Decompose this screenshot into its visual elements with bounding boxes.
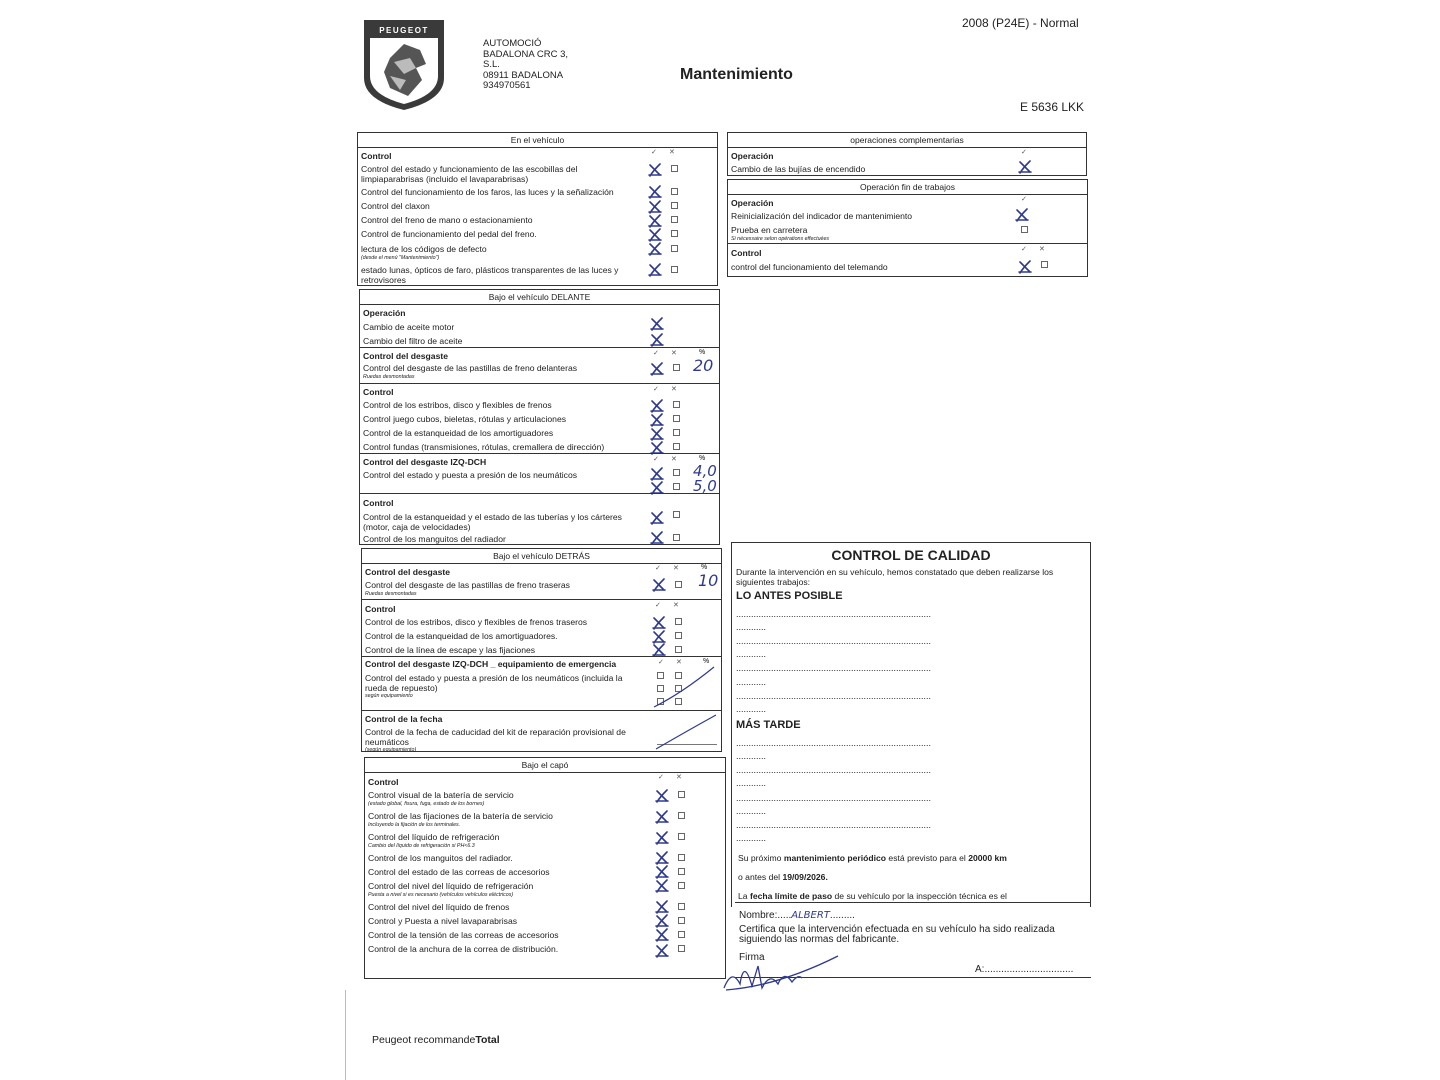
certification-text: Certifica que la intervención efectuada en su vehículo ha sido realizada siguiendo las normas del fabricante.: [739, 924, 1055, 945]
ok-symbol: ✓: [651, 149, 657, 156]
group-label: Control: [731, 248, 762, 258]
list-item: Control del estado y funcionamiento de las escobillas del limpiaparabrisas (incluido el lavaparabrisas): [361, 164, 578, 184]
checkbox: [678, 812, 685, 819]
group-label: Control del desgaste IZQ-DCH: [363, 457, 487, 467]
checkbox: [678, 945, 685, 952]
handwritten-percent: 5,0: [693, 477, 717, 495]
list-item: Control fundas (transmisiones, rótulas, cremallera de dirección): [363, 442, 605, 452]
list-item: Control de los estribos, disco y flexibles de frenos: [363, 400, 552, 410]
percent-symbol: %: [699, 455, 706, 462]
ok-symbol: ✓: [653, 456, 659, 463]
list-item: control del funcionamiento del telemando: [731, 262, 888, 272]
list-item: Control del desgaste de las pastillas de freno traseras Ruedas desmontadas: [365, 580, 570, 597]
section-title: Operación fin de trabajos: [728, 180, 1087, 195]
pen-x-mark: [648, 185, 662, 199]
pen-strike-line: [652, 663, 718, 709]
ok-symbol: ✓: [653, 386, 659, 393]
pen-x-mark: [652, 578, 666, 592]
section-detras: [361, 548, 722, 752]
section-fin-trabajos: [727, 179, 1088, 277]
list-item: Control y Puesta a nivel lavaparabrisas: [368, 916, 518, 926]
dealer-line: S.L.: [483, 59, 500, 70]
ko-symbol: ✕: [676, 659, 682, 666]
group-label: Control del desgaste: [363, 351, 448, 361]
pen-x-mark: [650, 317, 664, 331]
group-label: Control: [368, 777, 399, 787]
checkbox: [673, 443, 680, 450]
pen-x-mark: [1015, 208, 1029, 222]
checkbox: [678, 833, 685, 840]
subsection-desgaste: [360, 347, 719, 384]
checkbox: [675, 646, 682, 653]
subsection-fecha: [362, 710, 721, 753]
checkbox: [671, 202, 678, 209]
pen-x-mark: [1018, 160, 1032, 174]
group-label: Control de la fecha: [365, 714, 443, 724]
pen-x-mark: [655, 831, 669, 845]
dotted-line: ............: [736, 833, 767, 843]
page-title: Mantenimiento: [680, 66, 793, 83]
pen-x-mark: [648, 214, 662, 228]
itv-deadline-text: La fecha límite de paso de su vehículo por la inspección técnica es el: [738, 891, 1007, 901]
pen-x-mark: [652, 643, 666, 657]
list-item: Control del estado de las correas de accesorios: [368, 867, 550, 877]
list-item: Control del líquido de refrigeración Cambio del líquido de refrigeración si PH<6.3: [368, 832, 500, 849]
list-item: Control de la fecha de caducidad del kit de reparación provisional de neumáticos (según equipamiento): [365, 727, 626, 753]
pen-x-mark: [650, 362, 664, 376]
list-item: Cambio de aceite motor: [363, 322, 455, 332]
dealer-address: [483, 39, 568, 92]
pen-x-mark: [650, 467, 664, 481]
page-edge: [345, 990, 346, 1080]
pen-x-mark: [650, 413, 664, 427]
pen-x-mark: [655, 789, 669, 803]
checkbox: [1041, 261, 1048, 268]
pen-x-mark: [652, 616, 666, 630]
group-label: Operación: [731, 151, 774, 161]
license-plate: E 5636 LKK: [1020, 100, 1085, 114]
dotted-line: ..............................................................................: [736, 663, 932, 673]
dotted-line: ............: [736, 649, 767, 659]
pen-x-mark: [655, 944, 669, 958]
section-title: CONTROL DE CALIDAD: [831, 547, 991, 563]
mas-tarde-heading: MÁS TARDE: [736, 719, 801, 731]
next-maintenance-text: Su próximo mantenimiento periódico está previsto para el 20000 km: [738, 853, 1007, 863]
pen-x-mark: [650, 531, 664, 545]
a-field: A:................................: [975, 964, 1074, 975]
list-item: Control de la anchura de la correa de distribución.: [368, 944, 559, 954]
ok-symbol: ✓: [1021, 246, 1027, 253]
percent-symbol: %: [703, 658, 710, 665]
percent-symbol: %: [701, 564, 708, 571]
firma-label: Firma: [739, 952, 765, 963]
intro-text: Durante la intervención en su vehículo, hemos constatado que deben realizarse los siguientes trabajos:: [736, 567, 1054, 587]
ok-symbol: ✓: [655, 565, 661, 572]
group-label: Operación: [731, 198, 774, 208]
list-item: Reinicialización del indicador de mantenimiento: [731, 211, 913, 221]
list-item: Control de la estanqueidad y el estado de las tuberías y los cárteres (motor, caja de velocidades): [363, 512, 622, 532]
list-item: Cambio del filtro de aceite: [363, 336, 463, 346]
dotted-line: ............: [736, 622, 767, 632]
pen-x-mark: [648, 242, 662, 256]
checkbox: [673, 415, 680, 422]
group-label: Control del desgaste IZQ-DCH _ equipamiento de emergencia: [365, 659, 617, 669]
list-item: Control de la estanqueidad de los amortiguadores.: [365, 631, 558, 641]
checkbox: [678, 882, 685, 889]
handwritten-percent: 20: [693, 356, 714, 375]
pen-x-mark: [655, 810, 669, 824]
group-label: Control: [365, 604, 396, 614]
list-item: Control del claxon: [361, 201, 430, 211]
checkbox: [673, 483, 680, 490]
nombre-label: Nombre:.....ALBERT.........: [739, 910, 855, 921]
dotted-line: ..............................................................................: [736, 738, 932, 748]
list-item: Control de los manguitos del radiador: [363, 534, 506, 544]
checkbox: [678, 917, 685, 924]
list-item: Control de la tensión de las correas de accesorios: [368, 930, 559, 940]
list-item: Control de funcionamiento del pedal del freno.: [361, 229, 537, 239]
ko-symbol: ✕: [671, 350, 677, 357]
checkbox: [678, 903, 685, 910]
list-item: lectura de los códigos de defecto (desde el menú "Mantenimiento"): [361, 244, 487, 261]
checkbox: [675, 581, 682, 588]
dotted-line: ............: [736, 751, 767, 761]
section-en-el-vehiculo: [357, 132, 718, 286]
dealer-line: 08911 BADALONA: [483, 69, 564, 81]
pen-x-mark: [655, 879, 669, 893]
pen-x-mark: [648, 163, 662, 177]
dotted-line: ............: [736, 778, 767, 788]
ok-symbol: ✓: [1021, 149, 1027, 156]
checkbox: [671, 266, 678, 273]
list-item: Control del funcionamiento de los faros, las luces y la señalización: [361, 187, 614, 197]
pen-x-mark: [655, 900, 669, 914]
subsection-izq-dch: [360, 453, 719, 494]
pen-x-mark: [655, 865, 669, 879]
pen-x-mark: [655, 851, 669, 865]
brand-wordmark: PEUGEOT: [379, 26, 429, 35]
dealer-line: BADALONA CRC 3,: [483, 48, 568, 60]
checkbox: [678, 868, 685, 875]
checkbox: [1021, 226, 1028, 233]
checkbox: [675, 632, 682, 639]
list-item: Control de la línea de escape y las fijaciones: [365, 645, 536, 655]
checkbox: [671, 188, 678, 195]
ko-symbol: ✕: [1039, 246, 1045, 253]
lo-antes-posible-heading: LO ANTES POSIBLE: [736, 590, 843, 602]
group-label: Operación: [363, 308, 406, 318]
pen-x-mark: [648, 263, 662, 277]
ok-symbol: ✓: [655, 602, 661, 609]
checkbox: [678, 931, 685, 938]
peugeot-logo: [360, 18, 448, 112]
checkbox: [678, 854, 685, 861]
subsection-izq-dch: [362, 656, 721, 711]
list-item: Control de los estribos, disco y flexibles de frenos traseros: [365, 617, 588, 627]
pen-x-mark: [650, 427, 664, 441]
ko-symbol: ✕: [671, 456, 677, 463]
section-title: Bajo el vehículo DELANTE: [360, 290, 719, 305]
checkbox: [673, 511, 680, 518]
dealer-line: 934970561: [483, 80, 531, 91]
dotted-line: ............: [736, 704, 767, 714]
pen-x-mark: [1018, 260, 1032, 274]
group-label: Control: [363, 498, 394, 508]
ko-symbol: ✕: [669, 149, 675, 156]
section-capo: [364, 757, 726, 979]
percent-symbol: %: [699, 349, 706, 356]
section-complementarias: [727, 132, 1087, 176]
list-item: Prueba en carretera Si nécessaire selon opérations effectuées: [731, 225, 830, 242]
group-label: Control: [361, 151, 392, 161]
checkbox: [673, 469, 680, 476]
ok-symbol: ✓: [1021, 196, 1027, 203]
checkbox: [671, 230, 678, 237]
list-item: Cambio de las bujías de encendido: [731, 164, 866, 174]
dotted-line: ..............................................................................: [736, 793, 932, 803]
pen-strike-line: [652, 711, 720, 751]
checkbox: [671, 216, 678, 223]
handwritten-name: ALBERT: [791, 910, 830, 921]
list-item: Control del estado y puesta a presión de los neumáticos: [363, 470, 578, 480]
ko-symbol: ✕: [676, 774, 682, 781]
pen-x-mark: [650, 399, 664, 413]
section-title: Bajo el capó: [365, 758, 725, 773]
dotted-line: ..............................................................................: [736, 765, 932, 775]
pen-x-mark: [655, 928, 669, 942]
section-control-calidad: [731, 542, 1091, 907]
group-label: Control: [363, 387, 394, 397]
dealer-line: AUTOMOCIÓ: [483, 38, 542, 49]
subsection-control-2: [360, 493, 719, 546]
dotted-line: ..............................................................................: [736, 691, 932, 701]
handwritten-signature: [718, 948, 848, 996]
pen-x-mark: [650, 511, 664, 525]
pen-x-mark: [648, 228, 662, 242]
ko-symbol: ✕: [673, 565, 679, 572]
list-item: Control del nivel del líquido de frenos: [368, 902, 510, 912]
dotted-line: ..............................................................................: [736, 609, 932, 619]
pen-x-mark: [655, 914, 669, 928]
dotted-line: ............: [736, 806, 767, 816]
checkbox: [678, 791, 685, 798]
checkbox: [671, 165, 678, 172]
list-item: Control de las fijaciones de la batería de servicio Incluyendo la fijación de los terminales.: [368, 811, 553, 828]
pen-x-mark: [648, 200, 662, 214]
checkbox: [673, 401, 680, 408]
vehicle-model: 2008 (P24E) - Normal: [962, 16, 1079, 30]
footer-text: Peugeot recommandeTotal: [372, 1034, 500, 1046]
group-label: Control del desgaste: [365, 567, 450, 577]
handwritten-percent: 10: [698, 571, 719, 590]
list-item: Control de la estanqueidad de los amortiguadores: [363, 428, 554, 438]
list-item: Control del nivel del líquido de refrigeración Puesta a nivel si es necesario (vehículos vehículos eléctricos): [368, 881, 534, 898]
list-item: Control visual de la batería de servicio (estado global, fisura, fuga, estado de los bornes): [368, 790, 514, 807]
ok-symbol: ✓: [658, 774, 664, 781]
dotted-line: ..............................................................................: [736, 820, 932, 830]
checkbox: [671, 245, 678, 252]
ko-symbol: ✕: [671, 386, 677, 393]
pen-x-mark: [650, 333, 664, 347]
section-title: Bajo el vehículo DETRÁS: [362, 549, 721, 564]
list-item: Control de los manguitos del radiador.: [368, 853, 513, 863]
checkbox: [675, 618, 682, 625]
subsection-control: [728, 243, 1087, 278]
checkbox: [673, 534, 680, 541]
list-item: Control juego cubos, bieletas, rótulas y articulaciones: [363, 414, 567, 424]
list-item: estado lunas, ópticos de faro, plásticos transparentes de las luces y retrovisores: [361, 265, 619, 285]
section-title: operaciones complementarias: [728, 133, 1086, 148]
checkbox: [673, 364, 680, 371]
subsection-control: [360, 383, 719, 454]
subsection-control: [362, 599, 721, 657]
list-item: Control del desgaste de las pastillas de freno delanteras Ruedas desmontadas: [363, 363, 578, 380]
list-item: Control del freno de mano o estacionamiento: [361, 215, 533, 225]
list-item: Control del estado y puesta a presión de los neumáticos (incluida la rueda de repuesto) según equipamiento: [365, 673, 623, 699]
ok-symbol: ✓: [653, 350, 659, 357]
next-maintenance-date: o antes del 19/09/2026.: [738, 872, 828, 882]
checkbox: [673, 429, 680, 436]
pen-x-mark: [652, 630, 666, 644]
handwritten-percent: 4,0: [693, 462, 717, 480]
ok-symbol: ✓: [658, 659, 664, 666]
ko-symbol: ✕: [673, 602, 679, 609]
section-delante: [359, 289, 720, 545]
dotted-line: ..............................................................................: [736, 636, 932, 646]
section-title: En el vehículo: [358, 133, 717, 148]
dotted-line: ............: [736, 677, 767, 687]
